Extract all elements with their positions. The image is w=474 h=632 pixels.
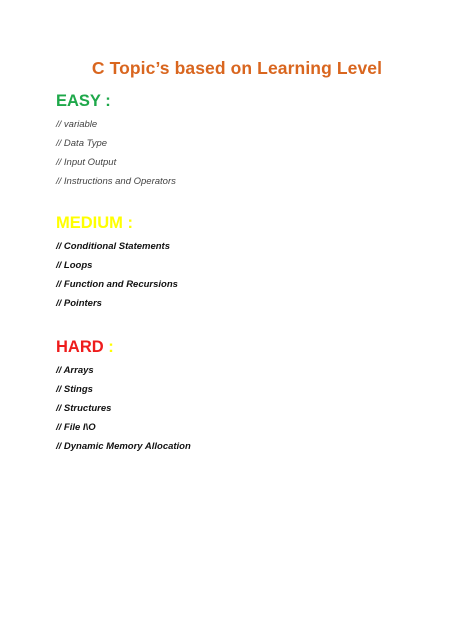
section-hard	[56, 337, 191, 460]
hard-heading-word: HARD	[56, 338, 104, 356]
hard-heading	[56, 337, 191, 365]
easy-heading: EASY :	[56, 92, 111, 110]
easy-item-input-output: // Input Output	[56, 157, 117, 168]
medium-item-function-recursions: // Function and Recursions	[56, 279, 178, 290]
hard-item-stings: // Stings	[56, 384, 93, 395]
medium-item-pointers: // Pointers	[56, 298, 102, 309]
medium-heading: MEDIUM :	[56, 214, 133, 232]
medium-item-loops: // Loops	[56, 260, 93, 271]
easy-item-data-type: // Data Type	[56, 138, 108, 149]
page-title: C Topic’s based on Learning Level	[91, 58, 383, 78]
hard-item-dynamic-memory: // Dynamic Memory Allocation	[56, 441, 191, 452]
section-easy	[56, 91, 176, 195]
medium-item-conditional-statements: // Conditional Statements	[56, 241, 171, 252]
hard-heading-colon: :	[103, 338, 114, 356]
easy-item-variable: // variable	[56, 119, 98, 130]
section-medium	[56, 213, 178, 317]
hard-item-file-io: // File I\O	[56, 422, 96, 433]
easy-item-instructions-operators: // Instructions and Operators	[56, 176, 176, 187]
hard-item-arrays: // Arrays	[56, 365, 94, 376]
hard-item-structures: // Structures	[56, 403, 112, 414]
